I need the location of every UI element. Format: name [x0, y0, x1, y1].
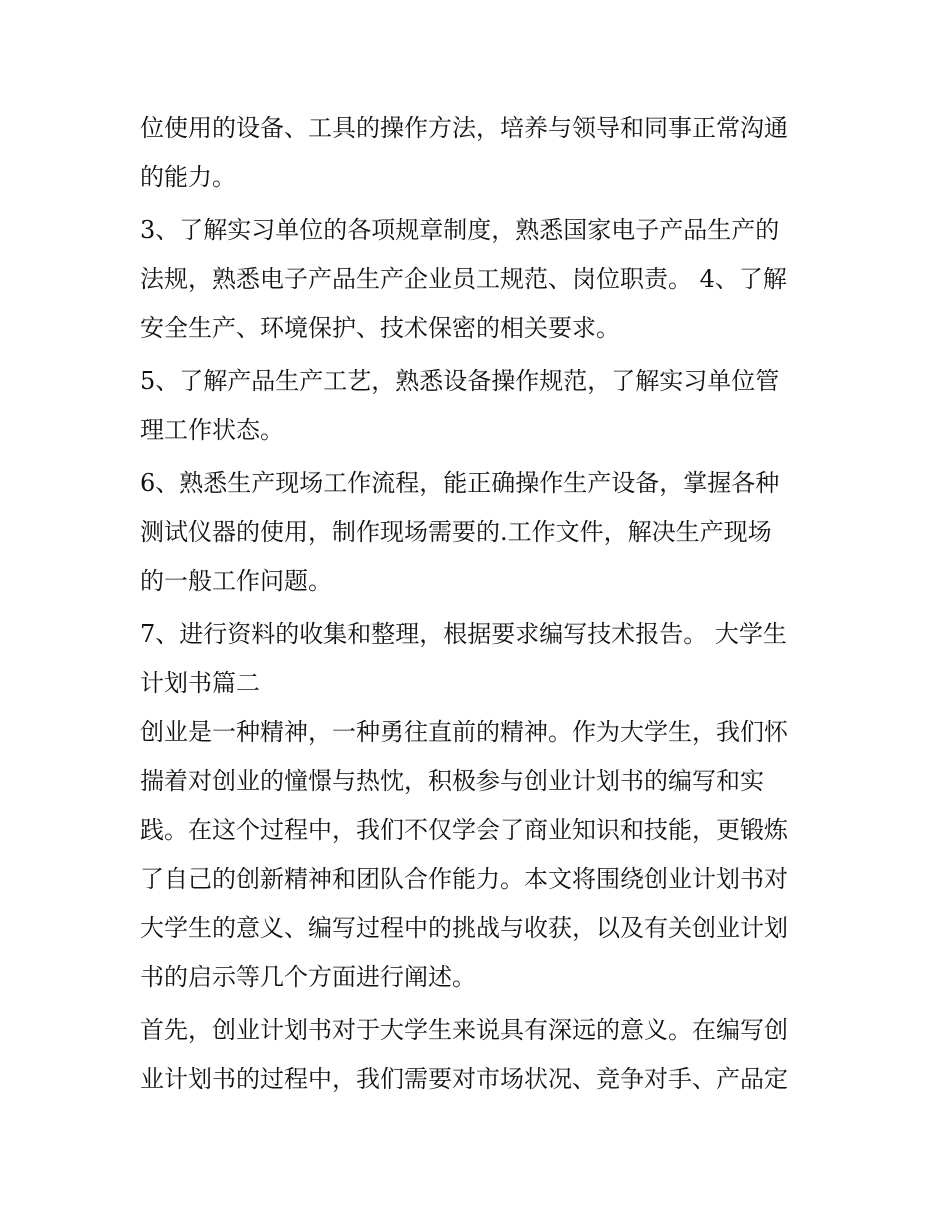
- text-line: 6、熟悉生产现场工作流程，能正确操作生产设备，掌握各种: [140, 469, 780, 497]
- text-line: 位使用的设备、工具的操作方法，培养与领导和同事正常沟通: [140, 114, 788, 142]
- text-line: 理工作状态。: [140, 416, 284, 444]
- text-line: 大学生的意义、编写过程中的挑战与收获，以及有关创业计划: [140, 914, 788, 942]
- document-body: [140, 104, 820, 1104]
- text-line: 揣着对创业的憧憬与热忱，积极参与创业计划书的编写和实: [140, 767, 764, 795]
- text-line: 践。在这个过程中，我们不仅学会了商业知识和技能，更锻炼: [140, 816, 788, 844]
- text-line: 测试仪器的使用，制作现场需要的.工作文件，解决生产现场: [140, 518, 772, 546]
- text-line: 创业是一种精神，一种勇往直前的精神。作为大学生，我们怀: [140, 718, 788, 746]
- text-line: 的能力。: [140, 163, 236, 191]
- text-line: 计划书篇二: [140, 669, 260, 697]
- text-line: 首先，创业计划书对于大学生来说具有深远的意义。在编写创: [140, 1016, 788, 1044]
- text-line: 7、进行资料的收集和整理，根据要求编写技术报告。 大学生: [140, 620, 787, 648]
- text-line: 3、了解实习单位的各项规章制度，熟悉国家电子产品生产的: [140, 216, 780, 244]
- text-line: 法规，熟悉电子产品生产企业员工规范、岗位职责。 4、了解: [140, 265, 787, 293]
- text-line: 业计划书的过程中，我们需要对市场状况、竞争对手、产品定: [140, 1065, 788, 1093]
- text-line: 书的启示等几个方面进行阐述。: [140, 963, 476, 991]
- text-line: 了自己的创新精神和团队合作能力。本文将围绕创业计划书对: [140, 865, 788, 893]
- text-line: 的一般工作问题。: [140, 567, 332, 595]
- text-line: 安全生产、环境保护、技术保密的相关要求。: [140, 314, 620, 342]
- text-line: 5、了解产品生产工艺，熟悉设备操作规范，了解实习单位管: [140, 367, 780, 395]
